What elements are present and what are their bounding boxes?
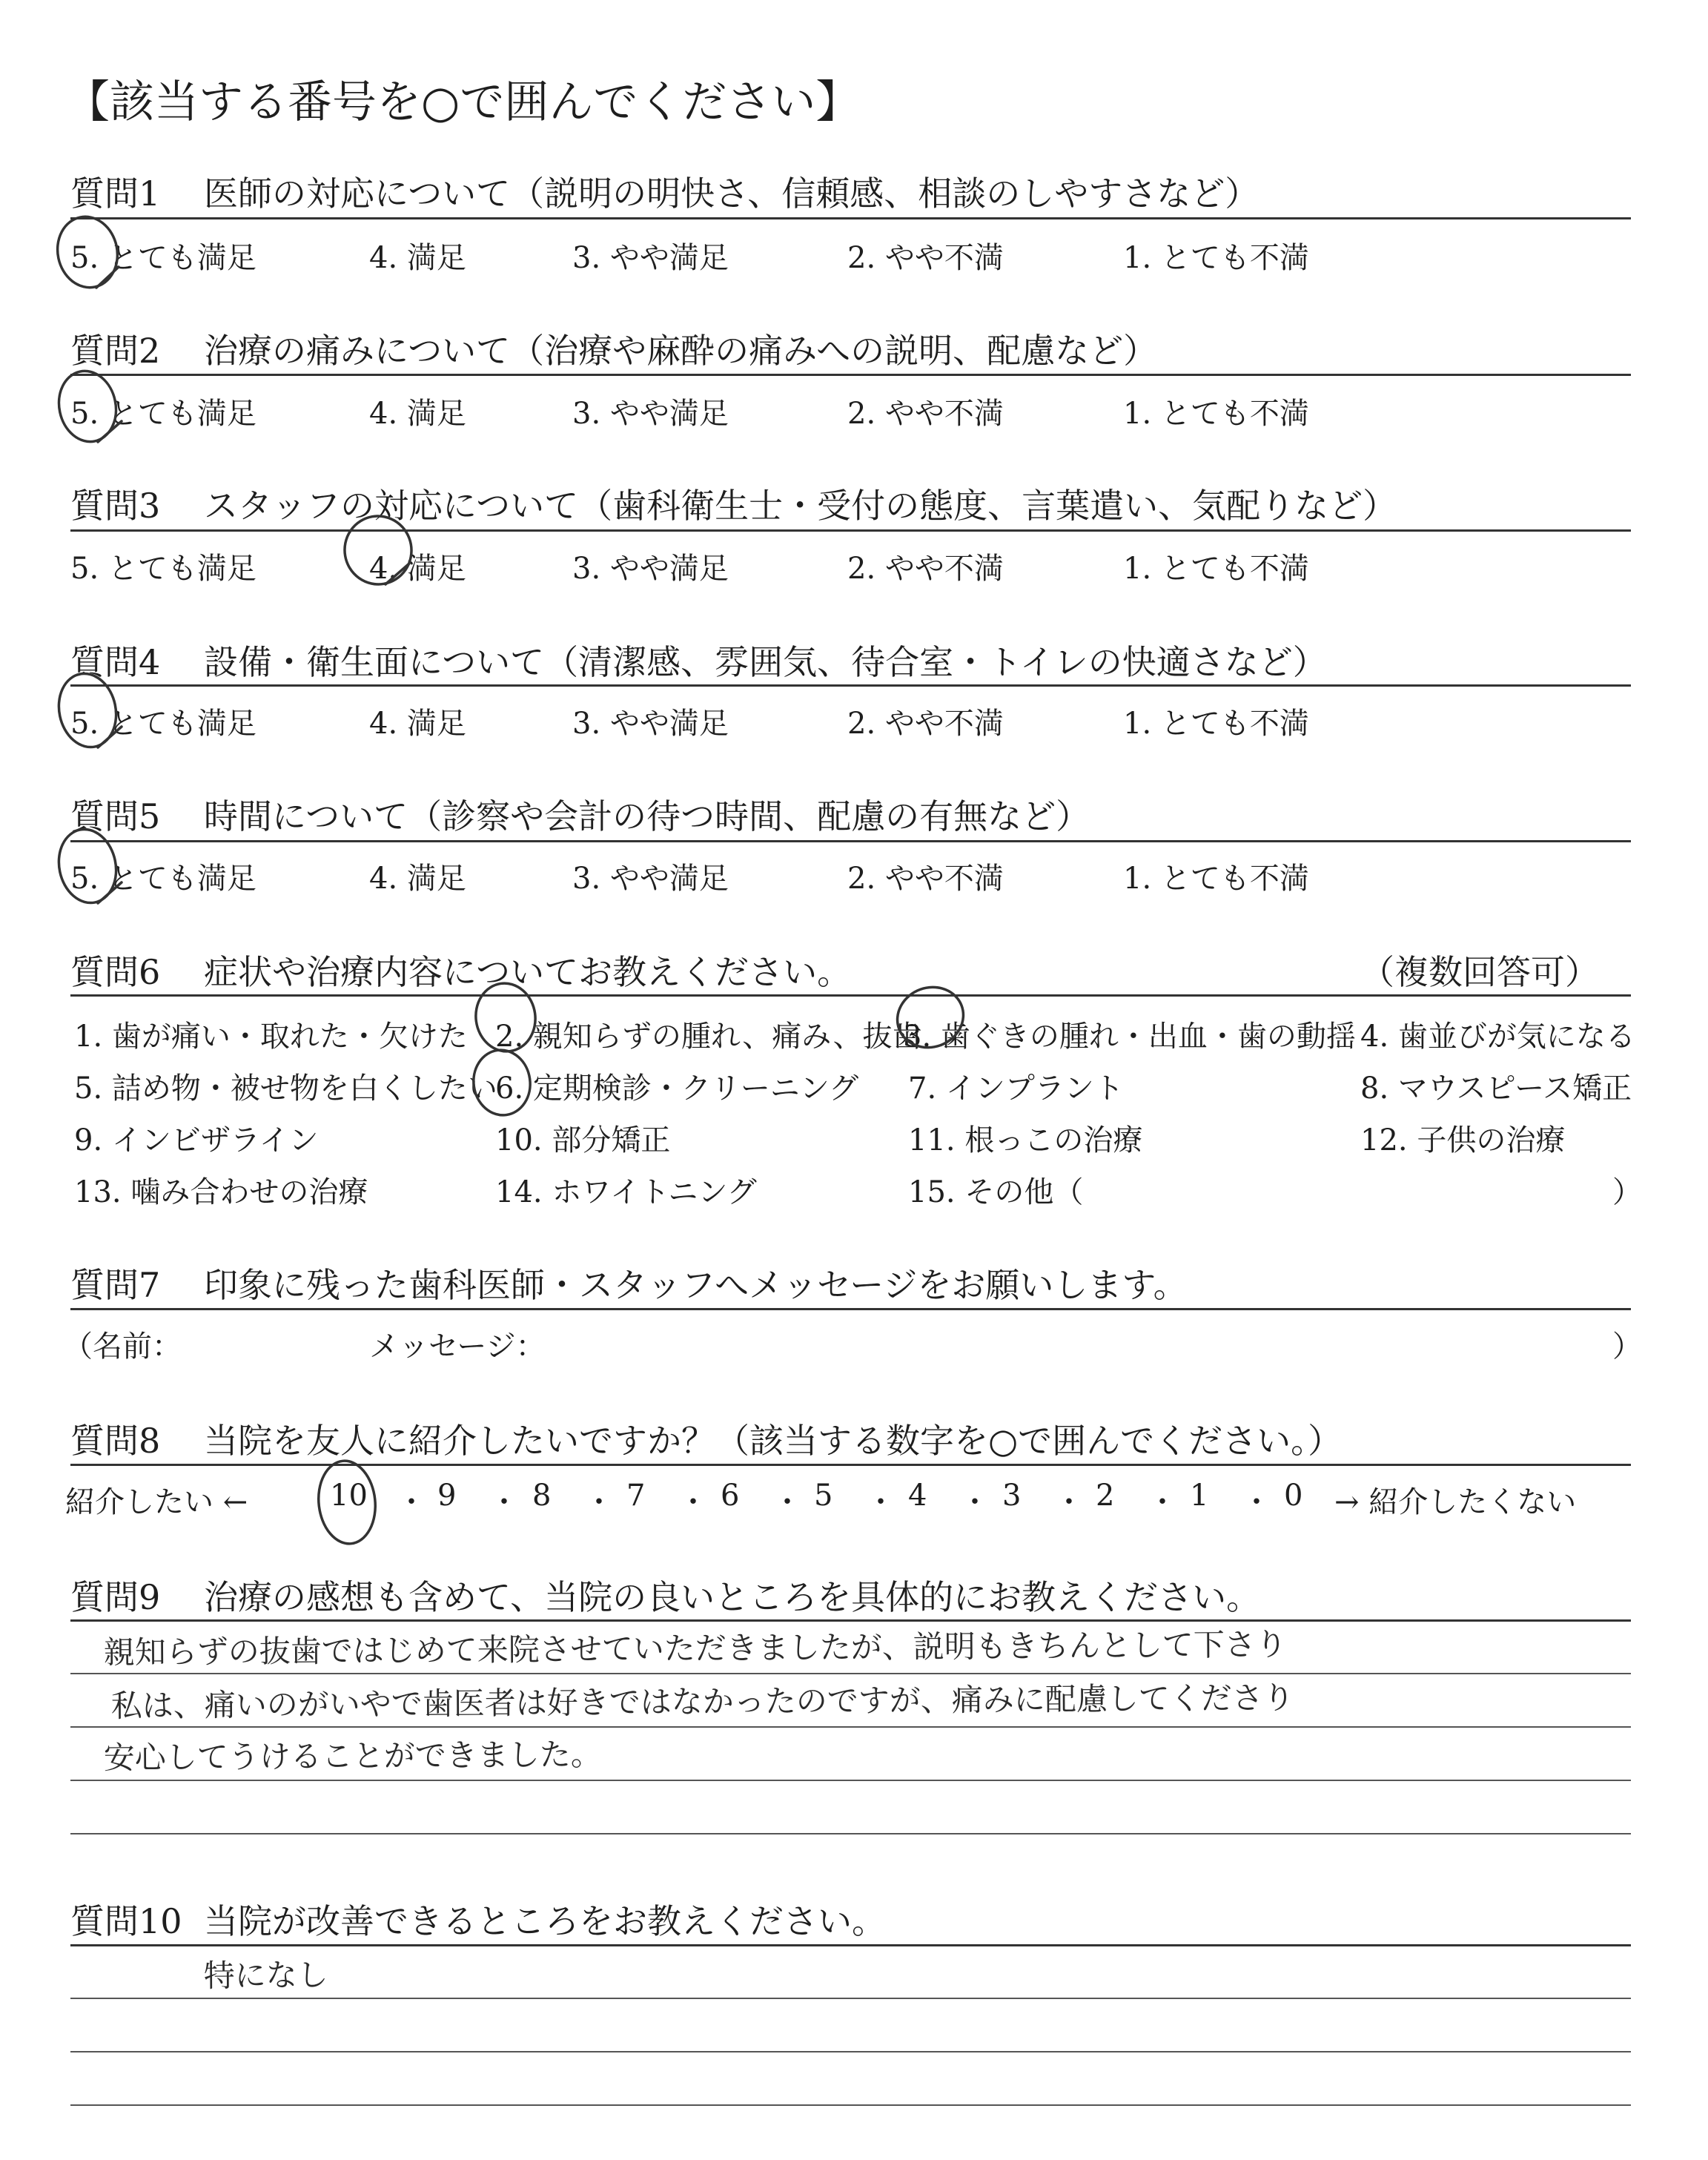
q4-option-3[interactable]: 3. やや満足 bbox=[572, 707, 729, 741]
q8-separator: ・ bbox=[584, 1485, 614, 1519]
q5-option-2[interactable]: 2. やや不満 bbox=[847, 862, 1004, 896]
q6-item-14[interactable]: 14. ホワイトニング bbox=[495, 1175, 757, 1209]
q8-separator: ・ bbox=[1054, 1485, 1084, 1519]
q9-text: 治療の感想も含めて、当院の良いところを具体的にお教えください。 bbox=[204, 1577, 1261, 1617]
answer-line bbox=[70, 1833, 1631, 1834]
q8-scale-5[interactable]: 5 bbox=[814, 1479, 833, 1513]
q5-option-3[interactable]: 3. やや満足 bbox=[572, 862, 729, 896]
q4-label: 質問4 bbox=[70, 642, 161, 682]
q8-separator: ・ bbox=[1148, 1485, 1177, 1519]
q7-label: 質問7 bbox=[70, 1265, 161, 1305]
q6-item-12[interactable]: 12. 子供の治療 bbox=[1360, 1123, 1566, 1157]
q9-answer-line-2[interactable]: 私は、痛いのがいやで歯医者は好きではなかったのですが、痛みに配慮してくださり bbox=[110, 1679, 1294, 1724]
q2-label: 質問2 bbox=[70, 331, 161, 371]
q6-item-10[interactable]: 10. 部分矯正 bbox=[495, 1123, 671, 1157]
q3-option-2[interactable]: 2. やや不満 bbox=[847, 552, 1004, 586]
q8-separator: ・ bbox=[866, 1485, 896, 1519]
q8-scale-2[interactable]: 2 bbox=[1096, 1479, 1115, 1513]
page-title: 【該当する番号を○で囲んでください】 bbox=[65, 76, 861, 128]
q8-right-label: → 紹介したくない bbox=[1334, 1485, 1577, 1519]
q7-name-label: （名前： bbox=[63, 1330, 182, 1364]
q6-item-11[interactable]: 11. 根っこの治療 bbox=[908, 1123, 1143, 1157]
q2-text: 治療の痛みについて（治療や麻酔の痛みへの説明、配慮など） bbox=[204, 331, 1158, 371]
q3-option-1[interactable]: 1. とても不満 bbox=[1123, 552, 1309, 586]
q4-option-2[interactable]: 2. やや不満 bbox=[847, 707, 1004, 741]
answer-line bbox=[70, 1998, 1631, 1999]
answer-line bbox=[70, 2104, 1631, 2106]
answer-line bbox=[70, 2051, 1631, 2052]
q1-option-5[interactable]: 5. とても満足 bbox=[70, 241, 256, 275]
q9-label: 質問9 bbox=[70, 1577, 161, 1617]
q3-text: スタッフの対応について（歯科衛生士・受付の態度、言葉遣い、気配りなど） bbox=[204, 486, 1397, 526]
q9-rule bbox=[70, 1619, 1631, 1622]
q4-rule bbox=[70, 684, 1631, 687]
q6-item-15[interactable]: 15. その他（ bbox=[908, 1175, 1084, 1209]
q2-option-2[interactable]: 2. やや不満 bbox=[847, 397, 1004, 431]
q7-text: 印象に残った歯科医師・スタッフへメッセージをお願いします。 bbox=[204, 1265, 1188, 1305]
q9-answer-line-3[interactable]: 安心してうけることができました。 bbox=[103, 1736, 602, 1776]
q1-rule bbox=[70, 217, 1631, 219]
q8-separator: ・ bbox=[678, 1485, 708, 1519]
q1-option-3[interactable]: 3. やや満足 bbox=[572, 241, 729, 275]
q6-item-8[interactable]: 8. マウスピース矯正 bbox=[1360, 1071, 1632, 1106]
q6-item-4[interactable]: 4. 歯並びが気になる bbox=[1360, 1020, 1635, 1054]
q6-item-3[interactable]: 3. 歯ぐきの腫れ・出血・歯の動揺 bbox=[903, 1020, 1356, 1054]
q3-option-3[interactable]: 3. やや満足 bbox=[572, 552, 729, 586]
q2-option-1[interactable]: 1. とても不満 bbox=[1123, 397, 1309, 431]
q8-text: 当院を友人に紹介したいですか？（該当する数字を○で囲んでください。） bbox=[204, 1421, 1343, 1461]
q6-text: 症状や治療内容についてお教えください。 bbox=[204, 952, 852, 992]
q9-answer-line-1[interactable]: 親知らずの抜歯ではじめて来院させていただきましたが、説明もきちんとして下さり bbox=[103, 1625, 1287, 1671]
q1-option-4[interactable]: 4. 満足 bbox=[369, 241, 466, 275]
q8-separator: ・ bbox=[772, 1485, 802, 1519]
q3-rule bbox=[70, 529, 1631, 532]
q1-option-1[interactable]: 1. とても不満 bbox=[1123, 241, 1309, 275]
q4-option-1[interactable]: 1. とても不満 bbox=[1123, 707, 1309, 741]
q5-label: 質問5 bbox=[70, 796, 161, 836]
q2-option-5[interactable]: 5. とても満足 bbox=[70, 397, 256, 431]
q1-label: 質問1 bbox=[70, 174, 161, 214]
q6-item-5[interactable]: 5. 詰め物・被せ物を白くしたい bbox=[74, 1071, 497, 1106]
q8-scale-6[interactable]: 6 bbox=[721, 1479, 740, 1513]
q2-rule bbox=[70, 374, 1631, 376]
q6-item-7[interactable]: 7. インプラント bbox=[908, 1071, 1124, 1106]
q8-scale-8[interactable]: 8 bbox=[532, 1479, 552, 1513]
q6-note: （複数回答可） bbox=[1360, 952, 1599, 992]
q6-item-2[interactable]: 2. 親知らずの腫れ、痛み、抜歯 bbox=[495, 1020, 922, 1054]
q6-rule bbox=[70, 994, 1631, 997]
q3-option-4[interactable]: 4. 満足 bbox=[369, 552, 466, 586]
q6-item-9[interactable]: 9. インビザライン bbox=[74, 1123, 319, 1157]
q8-rule bbox=[70, 1464, 1631, 1466]
q8-separator: ・ bbox=[397, 1485, 426, 1519]
q8-scale-3[interactable]: 3 bbox=[1002, 1479, 1022, 1513]
q6-item-15-close: ） bbox=[1612, 1175, 1642, 1209]
q10-rule bbox=[70, 1944, 1631, 1946]
q8-scale-10[interactable]: 10 bbox=[330, 1479, 368, 1513]
q10-label: 質問10 bbox=[70, 1901, 182, 1941]
q7-rule bbox=[70, 1308, 1631, 1310]
q3-label: 質問3 bbox=[70, 486, 161, 526]
q8-separator: ・ bbox=[489, 1485, 519, 1519]
q6-item-13[interactable]: 13. 噛み合わせの治療 bbox=[74, 1175, 368, 1209]
q10-answer-line-1[interactable]: 特になし bbox=[203, 1956, 328, 1994]
q1-text: 医師の対応について（説明の明快さ、信頼感、相談のしやすさなど） bbox=[204, 174, 1260, 214]
q8-scale-7[interactable]: 7 bbox=[626, 1479, 646, 1513]
q5-option-4[interactable]: 4. 満足 bbox=[369, 862, 466, 896]
q8-left-label: 紹介したい ← bbox=[65, 1485, 248, 1519]
q8-separator: ・ bbox=[960, 1485, 990, 1519]
q4-option-4[interactable]: 4. 満足 bbox=[369, 707, 466, 741]
q2-option-3[interactable]: 3. やや満足 bbox=[572, 397, 729, 431]
q7-message-label: メッセージ： bbox=[369, 1330, 546, 1364]
q10-text: 当院が改善できるところをお教えください。 bbox=[204, 1901, 886, 1941]
q8-separator: ・ bbox=[1242, 1485, 1271, 1519]
q1-option-2[interactable]: 2. やや不満 bbox=[847, 241, 1004, 275]
q5-rule bbox=[70, 840, 1631, 842]
answer-line bbox=[70, 1673, 1631, 1674]
q4-option-5[interactable]: 5. とても満足 bbox=[70, 707, 256, 741]
q8-scale-1[interactable]: 1 bbox=[1190, 1479, 1209, 1513]
q6-label: 質問6 bbox=[70, 952, 161, 992]
q5-option-5[interactable]: 5. とても満足 bbox=[70, 862, 256, 896]
answer-line bbox=[70, 1780, 1631, 1781]
q8-label: 質問8 bbox=[70, 1421, 161, 1461]
q5-option-1[interactable]: 1. とても不満 bbox=[1123, 862, 1309, 896]
q2-option-4[interactable]: 4. 満足 bbox=[369, 397, 466, 431]
q4-text: 設備・衛生面について（清潔感、雰囲気、待合室・トイレの快適さなど） bbox=[204, 642, 1327, 682]
q8-scale-4[interactable]: 4 bbox=[908, 1479, 927, 1513]
q6-item-6[interactable]: 6. 定期検診・クリーニング bbox=[495, 1071, 859, 1106]
q8-scale-9[interactable]: 9 bbox=[437, 1479, 457, 1513]
q7-close-paren: ） bbox=[1612, 1330, 1642, 1364]
q8-scale-0[interactable]: 0 bbox=[1284, 1479, 1303, 1513]
q5-text: 時間について（診察や会計の待つ時間、配慮の有無など） bbox=[204, 796, 1090, 836]
answer-line bbox=[70, 1726, 1631, 1728]
q3-option-5[interactable]: 5. とても満足 bbox=[70, 552, 256, 586]
q6-item-1[interactable]: 1. 歯が痛い・取れた・欠けた bbox=[74, 1020, 468, 1054]
